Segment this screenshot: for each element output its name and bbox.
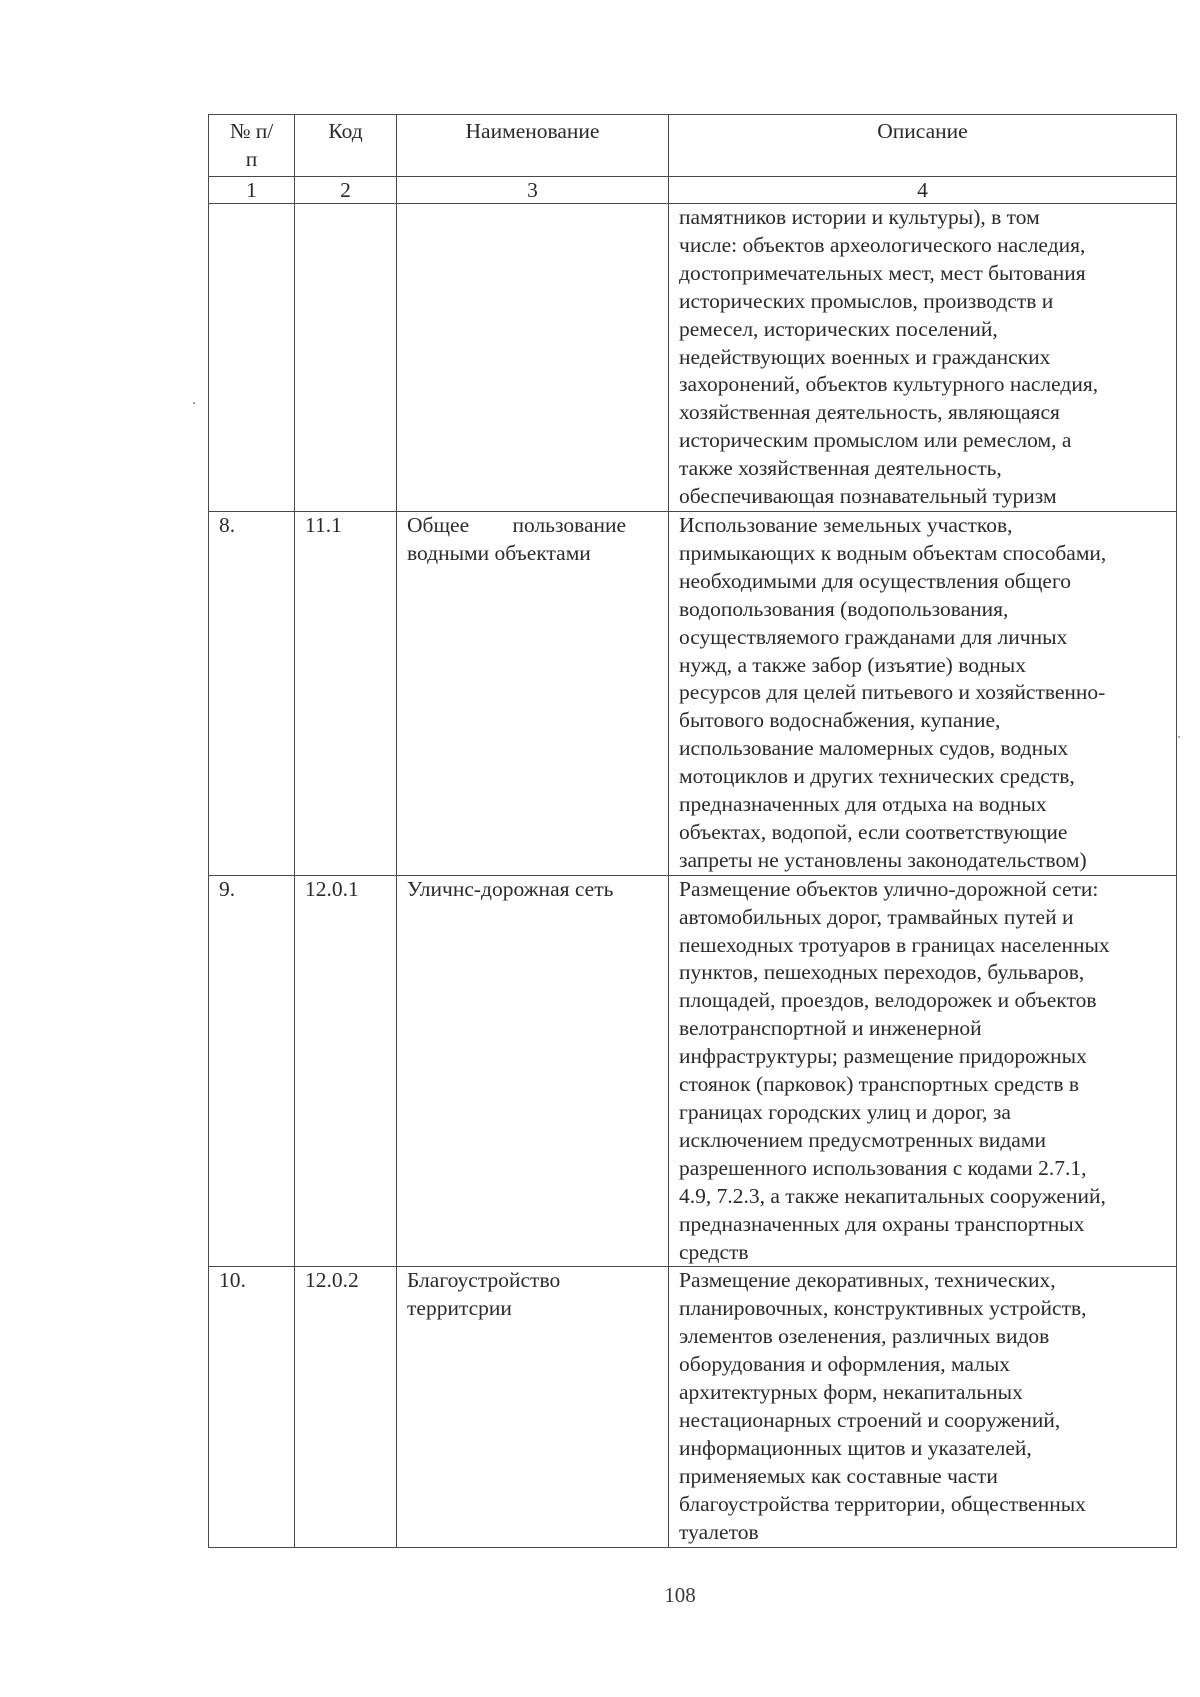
description-line: архитектурных форм, некапитальных [679,1380,1023,1405]
row-name [397,204,669,512]
description-line: исторических промыслов, производств и [679,288,1054,313]
page-number: 108 [664,1583,696,1607]
description-line: объектах, водопой, если соответствующие [679,819,1068,844]
description-line: памятников истории и культуры), в том [679,205,1040,229]
description-line: историческим промыслом или ремеслом, а [679,428,1072,453]
description-line: Использование земельных участков, [679,512,1013,537]
table-row [209,204,1177,512]
column-number-row [209,177,1177,204]
description-line: инфраструктуры; размещение придорожных [679,1044,1087,1069]
column-number: 1 [209,177,295,204]
description-line: необходимыми для осуществления общего [679,568,1071,593]
description-line: обеспечивающая познавательный туризм [679,484,1057,509]
table-row [209,1267,1177,1547]
row-number [209,204,295,512]
description-line: ресурсов для целей питьевого и хозяйственно- [679,680,1106,705]
row-description [669,511,1177,875]
header-name: Наименование [397,115,669,177]
row-code: 12.0.1 [295,875,397,1267]
row-name [397,1267,669,1547]
column-number: 2 [295,177,397,204]
description-line: запреты не установлены законодательством) [679,847,1087,872]
row-number: 8. [209,511,295,875]
description-line: благоустройства территории, общественных [679,1491,1086,1516]
header-num: № п/п [209,115,295,177]
column-number: 3 [397,177,669,204]
description-line: захоронений, объектов культурного наследия, [679,372,1099,397]
description-line: примыкающих к водным объектам способами, [679,540,1107,565]
description-line: велотранспортной и инженерной [679,1016,982,1041]
description-line: пешеходных тротуаров в границах населенных [679,932,1110,957]
description-line: туалетов [679,1519,759,1544]
description-line: границах городских улиц и дорог, за [679,1100,1011,1124]
row-number: 9. [209,875,295,1267]
description-line: Размещение объектов улично-дорожной сети: [679,876,1099,901]
row-number: 10. [209,1267,295,1547]
description-line: осуществляемого гражданами для личных [679,624,1068,649]
land-use-table [208,114,1177,1548]
row-name [397,875,669,1267]
description-line: хозяйственная деятельность, являющаяся [679,400,1060,425]
description-line: планировочных, конструктивных устройств, [679,1296,1087,1321]
header-code: Код [295,115,397,177]
description-line: нужд, а также забор (изъятие) водных [679,652,1026,677]
description-line: стоянок (парковок) транспортных средств в [679,1072,1080,1097]
description-line: исключением предусмотренных видами [679,1127,1046,1152]
name-line: Общее пользование [407,512,627,537]
scan-speck [193,402,195,404]
row-name [397,511,669,875]
name-line: территсрии [407,1296,512,1321]
row-description [669,204,1177,512]
description-line: площадей, проездов, велодорожек и объектов [679,988,1097,1013]
description-line: бытового водоснабжения, купание, [679,708,1001,733]
column-number: 4 [669,177,1177,204]
description-line: водопользования (водопользования, [679,596,1009,621]
table-row [209,875,1177,1267]
description-line: недействующих военных и гражданских [679,344,1051,369]
description-line: разрешенного использования с кодами 2.7.1, [679,1155,1087,1180]
description-line: оборудования и оформления, малых [679,1352,1011,1377]
description-line: также хозяйственная деятельность, [679,456,1002,481]
description-line: информационных щитов и указателей, [679,1435,1032,1460]
description-line: предназначенных для отдыха на водных [679,792,1047,817]
description-line: предназначенных для охраны транспортных [679,1211,1085,1236]
description-line: средств [679,1239,749,1264]
description-line: элементов озеленения, различных видов [679,1324,1050,1349]
table-header-row [209,115,1177,177]
name-line: Благоустройство [407,1268,561,1293]
description-line: достопримечательных мест, мест бытования [679,260,1086,285]
description-line: пунктов, пешеходных переходов, бульваров, [679,960,1085,985]
description-line: использование маломерных судов, водных [679,736,1069,761]
description-line: 4.9, 7.2.3, а также некапитальных сооружений, [679,1183,1106,1208]
row-code: 11.1 [295,511,397,875]
description-line: автомобильных дорог, трамвайных путей и [679,904,1074,929]
table-row [209,511,1177,875]
description-line: числе: объектов археологического наследия, [679,232,1086,257]
description-line: Размещение декоративных, технических, [679,1268,1056,1293]
scan-speck [1178,736,1180,738]
name-line: водными объектами [407,540,591,565]
row-code [295,204,397,512]
description-line: мотоциклов и других технических средств, [679,764,1075,789]
row-description [669,1267,1177,1547]
name-line: Уличнс-дорожная сеть [407,876,614,901]
header-desc: Описание [669,115,1177,177]
row-description [669,875,1177,1267]
description-line: ремесел, исторических поселений, [679,316,998,341]
description-line: применяемых как составные части [679,1463,998,1488]
description-line: нестационарных строений и сооружений, [679,1407,1061,1432]
row-code: 12.0.2 [295,1267,397,1547]
